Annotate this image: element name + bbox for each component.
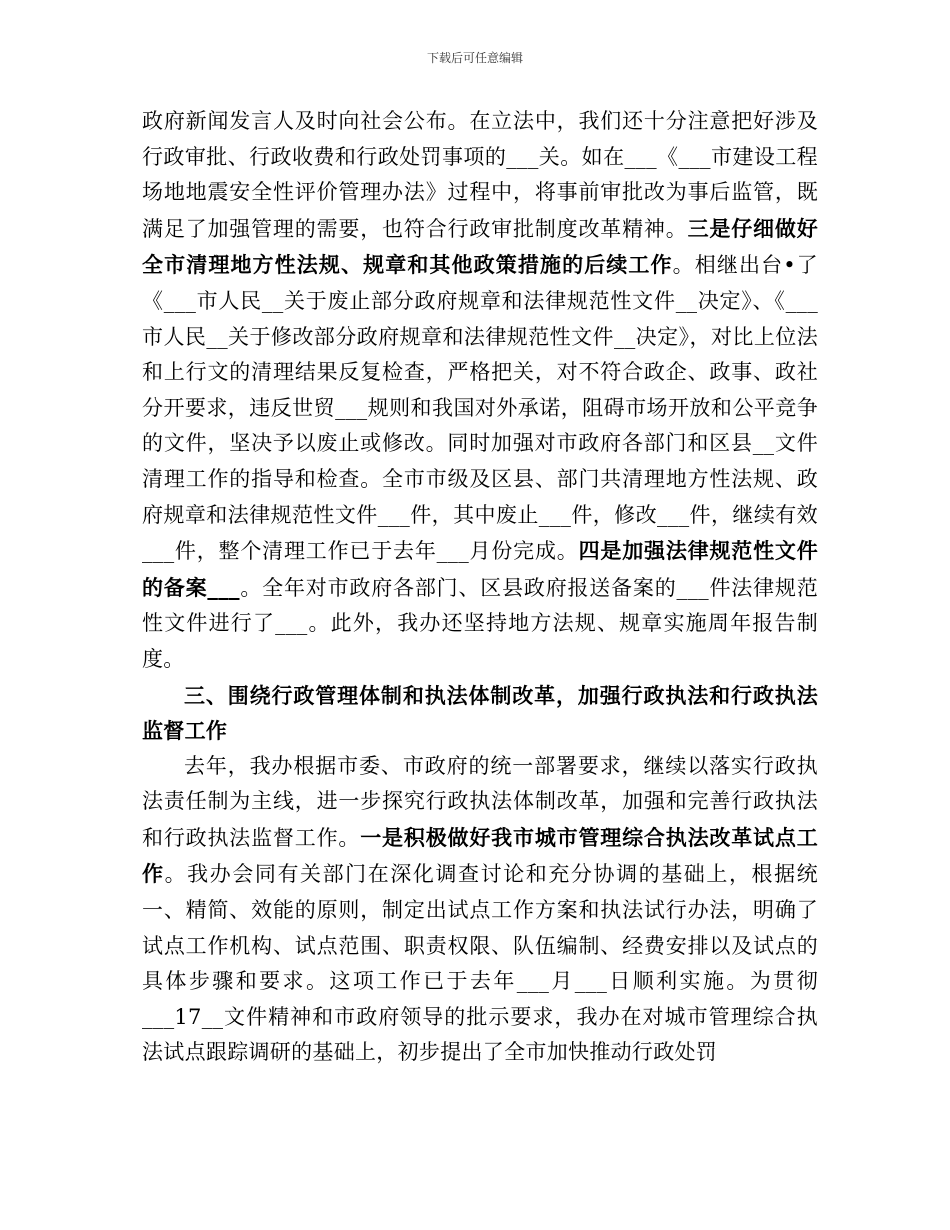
text-segment: 。我办会同有关部门在深化调查讨论和充分协调的基础上，根据统一、精简、效能的原则，制定出试点工作方案和执法试行办法，明确了试点工作机构、试点范围、职责权限、队伍编制、经费安排以及试点的具体步骤和要求。这项工作已于去年___月___日顺利实施。为贯彻___17__文件精神和市政府领导的批示要求，我办在对城市管理综合执法试点跟踪调研的基础上，初步提出了全市加快推动行政处罚 xyxy=(142,862,818,1065)
section-heading-text: 三、围绕行政管理体制和执法体制改革，加强行政执法和行政执法监督工作 xyxy=(142,682,818,744)
text-segment: 去年，我办根据市委、市政府的统一部署要求，继续以落实行政执法责任制为主线，进一步探究行政执法体制改革，加强和完善行政执法和行政执法监督工作。 xyxy=(142,753,818,850)
text-segment: 政府新闻发言人及时向社会公布。在立法中，我们还十分注意把好涉及行政审批、行政收费和行政处罚事项的___关。如在___《___市建设工程场地地震安全性评价管理办法》过程中，将事前审批改为事后监管，既满足了加强管理的需要，也符合行政审批制度改革精神。 xyxy=(142,109,818,241)
bold-heading-item-four: 四是加强法律规范性文件的备案___ xyxy=(142,538,818,600)
document-body xyxy=(142,104,818,1071)
section-heading-three xyxy=(142,678,818,749)
text-segment: 。相继出台•了《___市人民__关于废止部分政府规章和法律规范性文件__决定》、《___市人民__关于修改部分政府规章和法律规范性文件__决定》，对比上位法和上行文的清理结果反复检查，严格把关，对不符合政企、政事、政社分开要求，违反世贸___规则和我国对外承诺，阻碍市场开放和公平竞争的文件，坚决予以废止或修改。同时加强对市政府各部门和区县__文件清理工作的指导和检查。全市市级及区县、部门共清理地方性法规、政府规章和法律规范性文件___件，其中废止___件，修改___件，继续有效___件，整个清理工作已于去年___月份完成。 xyxy=(142,253,818,564)
page-header: 下载后可任意编辑 xyxy=(426,51,523,65)
paragraph-law-enforcement xyxy=(142,749,818,1071)
text-segment: 。全年对市政府各部门、区县政府报送备案的___件法律规范性文件进行了___。此外，我办还坚持地方法规、规章实施周年报告制度。 xyxy=(142,575,818,671)
bold-heading-item-three: 三是仔细做好全市清理地方性法规、规章和其他政策措施的后续工作 xyxy=(142,215,818,278)
paragraph-legislation-cleanup xyxy=(142,104,818,678)
bold-heading-item-one: 一是积极做好我市城市管理综合执法改革试点工作 xyxy=(142,824,818,887)
